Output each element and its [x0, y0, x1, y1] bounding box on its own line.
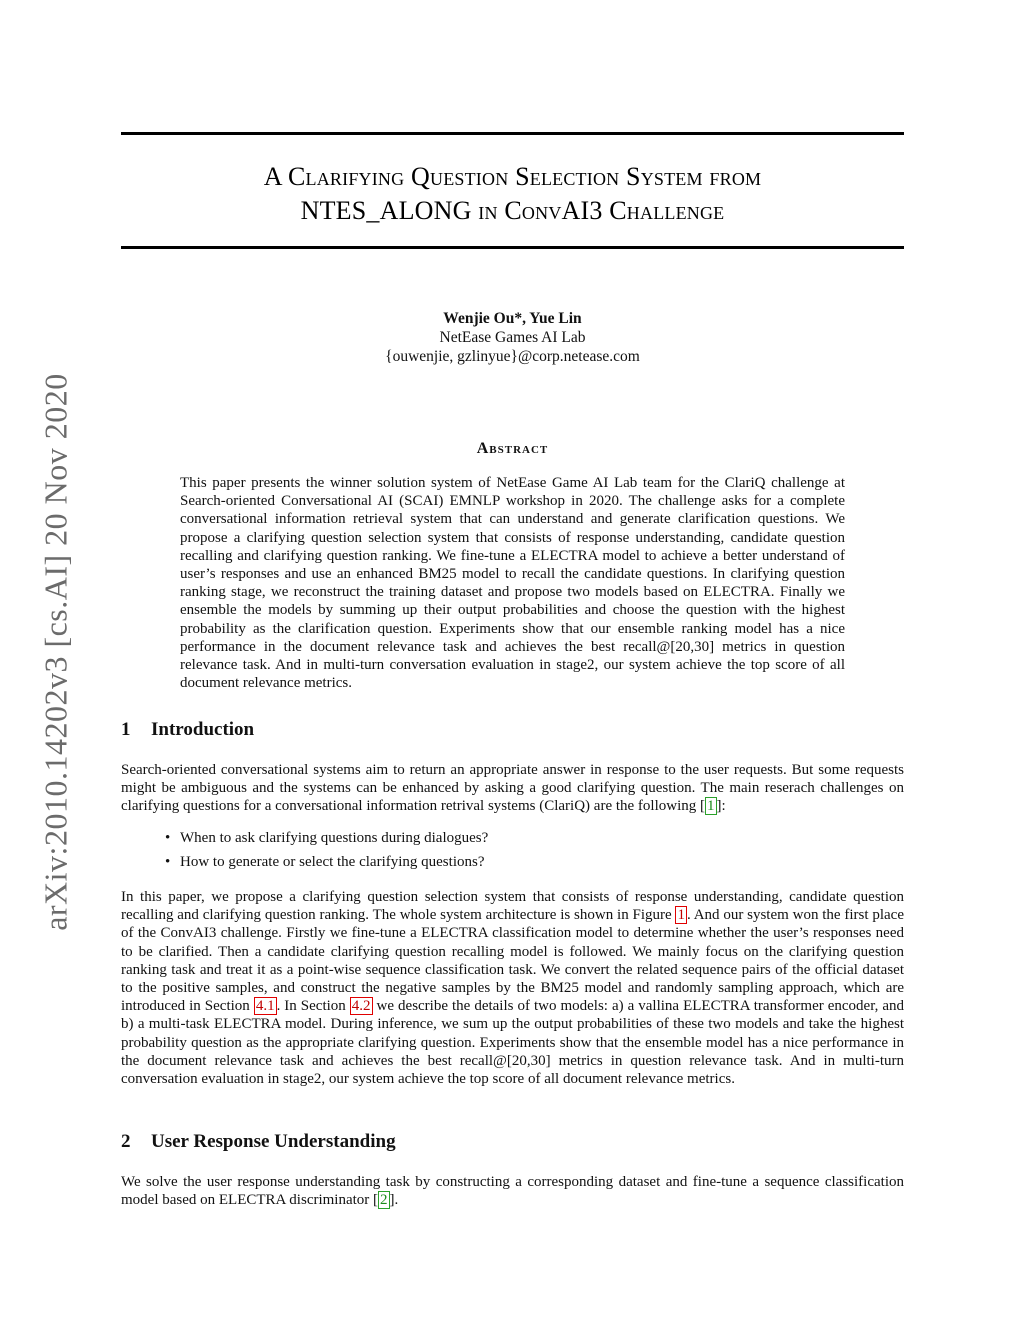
section-title: Introduction: [151, 719, 255, 740]
figure-reference-link[interactable]: 1: [677, 907, 685, 924]
abstract-text: This paper presents the winner solution system of NetEase Game AI Lab team for the ClariQ challenge at Search-oriented Conversational AI (SCAI) EMNLP workshop in 2020. The challenge asks for a complete conversational information retrieval system that can understand and generate clarification questions. We propose a clarifying question selection system that consists of response understanding, candidate question recalling and clarifying question ranking. We fine-tune a ELECTRA model to achieve a better understand of user’s responses and use an enhanced BM25 model to recall the candidate questions. In clarifying question ranking stage, we reconstruct the training dataset and propose two models based on ELECTRA. Finally we ensemble the models by summing up their output probabilities and choose the question with the highest probability as the clarification question. Experiments show that our ensemble ranking model has a nice performance in the document relevance task and achieves the best recall@[20,30] metrics in question relevance task. And in multi-turn conversation evaluation in stage2, our system achieve the top score of all document relevance metrics.: [180, 475, 845, 692]
author-names: Wenjie Ou*, Yue Lin: [443, 310, 582, 327]
title-line-1: A Clarifying Question Selection System from: [263, 162, 762, 191]
citation-link[interactable]: 1: [707, 798, 715, 815]
section-reference-link[interactable]: 4.1: [255, 998, 275, 1015]
title-top-rule: [121, 132, 904, 135]
text-span: ].: [389, 1192, 399, 1209]
text-span: We solve the user response understanding task by constructing a corresponding dataset and fine-tune a sequence classification model based on ELECTRA discriminator [: [121, 1174, 904, 1209]
text-span: In this paper, we propose a clarifying question selection system that consists of response understanding, candidate question recalling and clarifying question ranking. The whole system architecture is shown in Figure: [121, 889, 904, 924]
challenge-list: [165, 829, 865, 877]
section2-paragraph: [121, 1173, 904, 1209]
author-email: {ouwenjie, gzlinyue}@corp.netease.com: [385, 348, 640, 365]
text-span: . And our system won the first place of the ConvAI3 challenge. Firstly we fine-tune a ELECTRA classification model to determine whether the user’s responses need to be clarified. Then a candidate clarifying question recalling model is followed. We mainly focus on the clarifying question ranking task and treat it as a point-wise sequence classification task. We convert the related sequence pairs of the official dataset to the positive samples, and construct the negative samples by the BM25 model and randomly sampling approach, which are introduced in Section: [121, 907, 904, 1015]
section-heading-user-response: [121, 1131, 396, 1153]
text-span: ]:: [716, 798, 726, 815]
title-line-2: NTES_ALONG in ConvAI3 Challenge: [300, 196, 725, 225]
intro-paragraph-2: [121, 888, 904, 1088]
list-item: • How to generate or select the clarifying questions?: [165, 853, 865, 871]
citation-link[interactable]: 2: [380, 1192, 388, 1209]
section-number: 2: [121, 1131, 131, 1152]
list-item: • When to ask clarifying questions during dialogues?: [165, 829, 865, 847]
section-heading-introduction: [121, 719, 254, 741]
abstract-heading: Abstract: [476, 440, 549, 457]
paper-title: [121, 160, 904, 228]
section-reference-link[interactable]: 4.2: [351, 998, 371, 1015]
text-span: we describe the details of two models: a) a vallina ELECTRA transformer encoder, and b) a multi-task ELECTRA model. During inference, we sum up the output probabilities of these two models and take the highest probability question as the appropriate clarifying question. Experiments show that the ensemble model has a nice performance in the document relevance task and achieves the best recall@[20,30] metrics in question relevance task. And in multi-turn conversation evaluation in stage2, our system achieve the top score of all document relevance metrics.: [121, 998, 904, 1088]
arxiv-stamp-text: arXiv:2010.14202v3 [cs.AI] 20 Nov 2020: [37, 373, 74, 931]
section-title: User Response Understanding: [151, 1131, 396, 1152]
text-span: . In Section: [276, 998, 350, 1015]
section-number: 1: [121, 719, 131, 740]
author-block: [121, 309, 904, 366]
text-span: Search-oriented conversational systems aim to return an appropriate answer in response to the user requests. But some requests might be ambiguous and the systems can be enhanced by asking a good clarifying question. The main reserach challenges on clarifying questions for a conversational information retrival systems (ClariQ) are the following [: [121, 762, 904, 815]
intro-paragraph-1: [121, 761, 904, 816]
author-affiliation: NetEase Games AI Lab: [439, 329, 586, 346]
title-bottom-rule: [121, 246, 904, 249]
